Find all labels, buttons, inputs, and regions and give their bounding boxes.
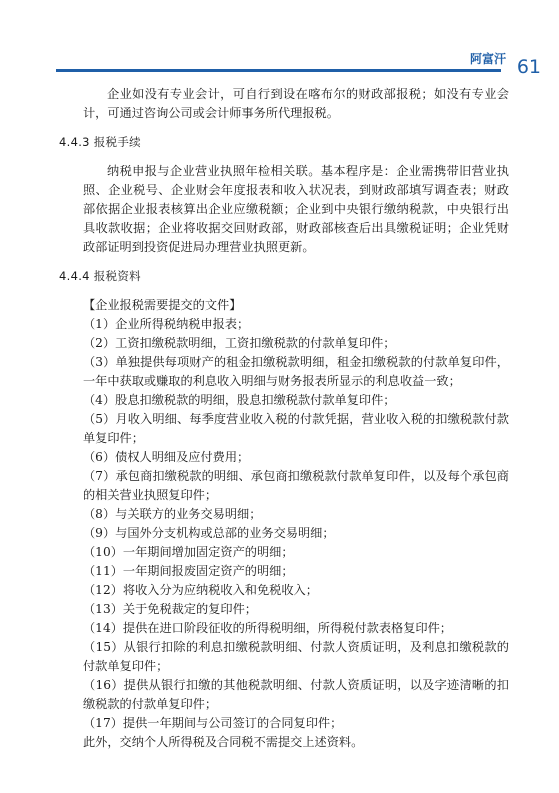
list-item: （2）工资扣缴税款明细，工资扣缴税款的付款单复印件； xyxy=(83,336,396,350)
list-item: （6）债权人明细及应付费用； xyxy=(83,450,250,464)
list-item: （14）提供在进口阶段征收的所得税明细，所得税付款表格复印件； xyxy=(83,621,452,635)
header-country-label: 阿富汗 xyxy=(469,52,506,66)
list-item: （5）月收入明细、每季度营业收入税的付款凭据，营业收入税的扣缴税款付款单复印件； xyxy=(83,412,509,445)
closing-note: 此外，交纳个人所得税及合同税不需提交上述资料。 xyxy=(83,735,364,749)
document-list-title: 【企业报税需要提交的文件】 xyxy=(83,298,242,312)
list-item: （16）提供从银行扣缴的其他税款明细、付款人资质证明，以及字迹清晰的扣缴税款的付款单复印件； xyxy=(83,678,509,711)
list-item: （13）关于免税裁定的复印件； xyxy=(83,602,257,616)
section-443-paragraph: 纳税申报与企业营业执照年检相关联。基本程序是：企业需携带旧营业执照、企业税号、企业财会年度报表和收入状况表，到财政部填写调查表；财政部依据企业报表核算出企业应缴税额；企业到中央银行缴纳税款，中央银行出具收款收据；企业将收据交回财政部，财政部核查后出具缴税证明；企业凭财政部证明到投资促进局办理营业执照更新。 xyxy=(83,164,509,254)
list-item: （3）单独提供每项财产的租金扣缴税款明细，租金扣缴税款的付款单复印件，一年中获取或赚取的利息收入明细与财务报表所显示的利息收益一致； xyxy=(83,355,509,388)
list-item: （17）提供一年期间与公司签订的合同复印件； xyxy=(83,716,343,730)
page-number: 61 xyxy=(516,56,541,78)
list-item: （12）将收入分为应纳税收入和免税收入； xyxy=(83,583,318,597)
list-item: （11）一年期间报废固定资产的明细； xyxy=(83,564,294,578)
page-content xyxy=(59,85,509,752)
document-list xyxy=(83,315,509,733)
list-item: （9）与国外分支机构或总部的业务交易明细； xyxy=(83,526,335,540)
list-item: （10）一年期间增加固定资产的明细； xyxy=(83,545,294,559)
section-heading-444: 4.4.4 报税资料 xyxy=(59,269,141,283)
list-item: （7）承包商扣缴税款的明细、承包商扣缴税款付款单复印件，以及每个承包商的相关营业执照复印件； xyxy=(83,469,509,502)
list-item: （4）股息扣缴税款的明细，股息扣缴税款付款单复印件； xyxy=(83,393,396,407)
header-rule xyxy=(56,69,501,72)
list-item: （15）从银行扣除的利息扣缴税款明细、付款人资质证明，及利息扣缴税款的付款单复印件； xyxy=(83,640,509,673)
section-heading-443: 4.4.3 报税手续 xyxy=(59,135,141,149)
list-item: （8）与关联方的业务交易明细； xyxy=(83,507,262,521)
intro-paragraph: 企业如没有专业会计，可自行到设在喀布尔的财政部报税；如没有专业会计，可通过咨询公司或会计师事务所代理报税。 xyxy=(83,87,509,120)
list-item: （1）企业所得税纳税申报表； xyxy=(83,317,250,331)
